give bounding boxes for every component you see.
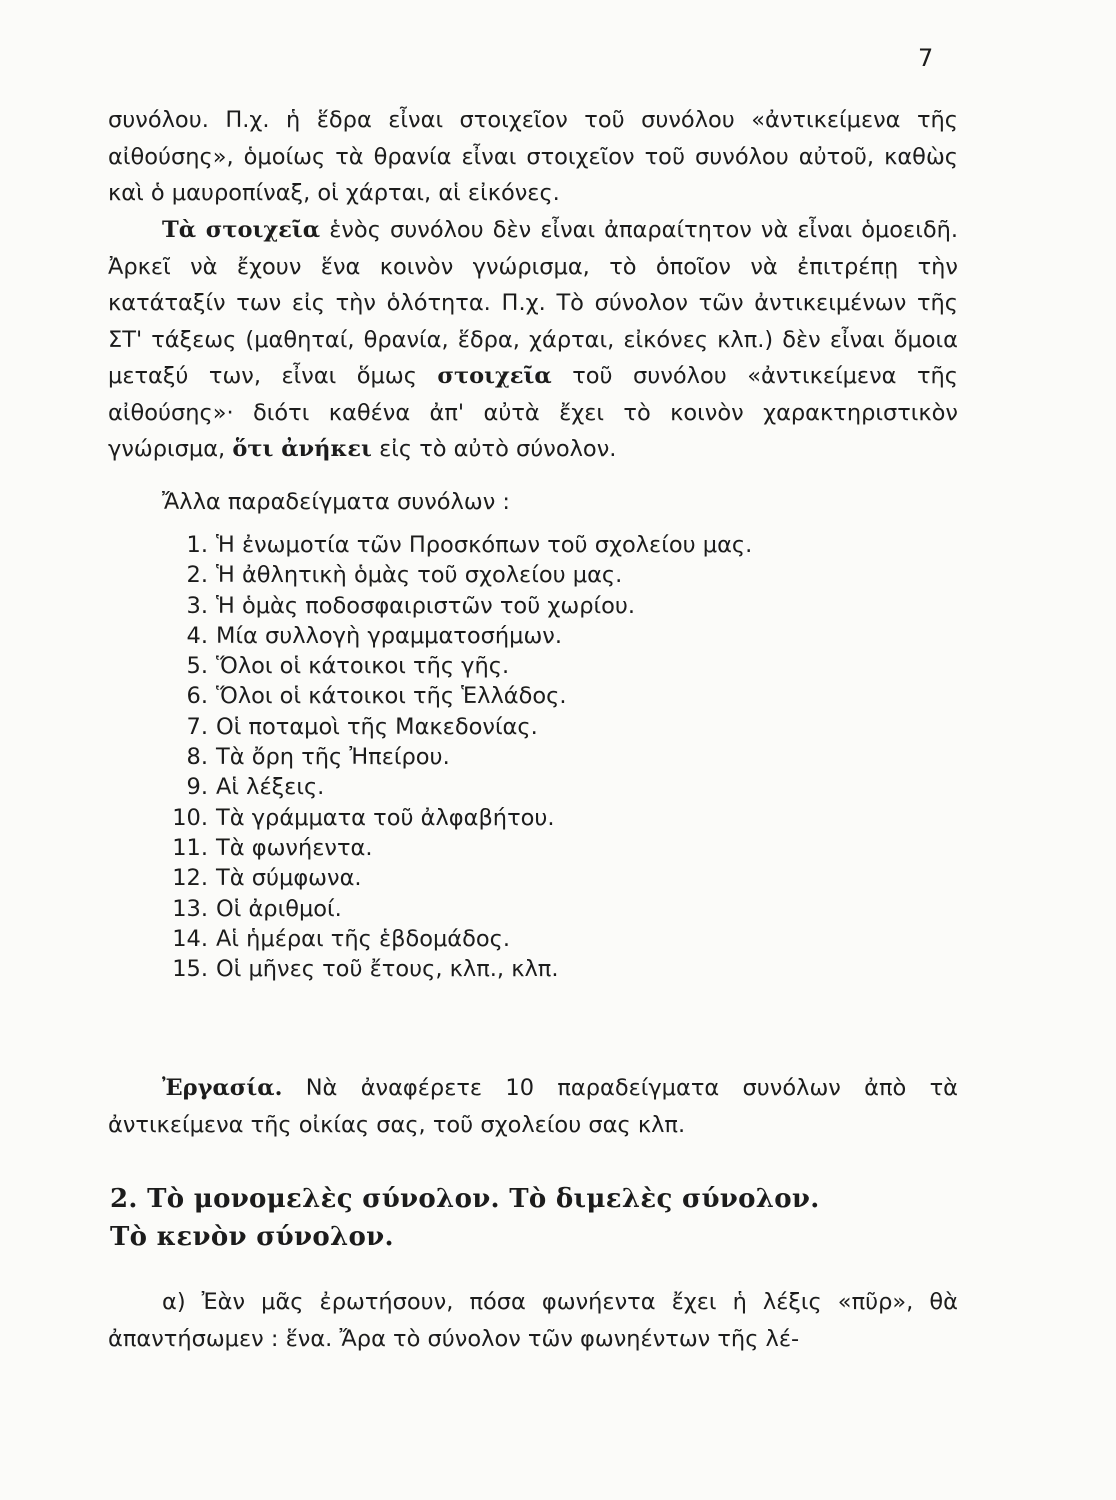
list-item-number: 8.	[186, 744, 208, 771]
list-item	[150, 772, 752, 802]
list-item-text: Τὰ ὄρη τῆς Ἠπείρου.	[216, 744, 450, 771]
list-item-number: 15.	[172, 956, 208, 983]
list-item	[150, 591, 752, 621]
list-item-text: Ἡ ὁμὰς ποδοσφαιριστῶν τοῦ χωρίου.	[216, 592, 636, 619]
list-item	[150, 894, 752, 924]
list-item-number: 12.	[172, 865, 208, 892]
list-item	[150, 833, 752, 863]
list-item-number: 14.	[172, 925, 208, 952]
list-item-number: 6.	[186, 683, 208, 710]
list-item	[150, 803, 752, 833]
paragraph-text: ἑνὸς συνόλου δὲν εἶναι ἀπαραίτητον νὰ εἶναι ὁμοειδῆ. Ἀρκεῖ νὰ ἔχουν ἕνα κοινὸν γνώρισμα, τὸ ὁποῖον νὰ ἐπιτρέπῃ τὴν κατάταξίν των εἰς τὴν ὁλότητα. Π.χ. Τὸ σύνολον τῶν ἀντικειμένων τῆς ΣΤ' τάξεως (μαθηταί, θρανία, ἕδρα, χάρται, εἰκόνες κλπ.) δὲν εἶναι ὅμοια μεταξύ των, εἶναι ὅμως	[108, 217, 959, 389]
list-item	[150, 954, 752, 984]
list-item-text: Μία συλλογὴ γραμματοσήμων.	[216, 622, 563, 649]
list-item-number: 3.	[186, 592, 208, 619]
list-item-number: 7.	[186, 713, 208, 740]
paragraph-alpha: α) Ἐὰν μᾶς ἐρωτήσουν, πόσα φωνήεντα ἔχει ἡ λέξις «πῦρ», θὰ ἀπαντήσωμεν : ἕνα. Ἄρα τὸ σύνολον τῶν φωνηέντων τῆς λέ-	[108, 1289, 958, 1352]
list-item-number: 10.	[172, 804, 208, 831]
paragraph-elements	[108, 212, 958, 468]
bold-term-elements-inline: στοιχεῖα	[437, 363, 552, 389]
exercise-paragraph	[108, 1070, 958, 1143]
list-item-text: Ἡ ἀθλητικὴ ὁμὰς τοῦ σχολείου μας.	[216, 562, 623, 589]
list-item	[150, 651, 752, 681]
paragraph-text: εἰς τὸ αὐτὸ σύνολον.	[371, 436, 617, 462]
list-item	[150, 712, 752, 742]
page-number: 7	[918, 44, 934, 72]
list-item-number: 9.	[186, 774, 208, 801]
bold-term-belongs: ὅτι ἀνήκει	[232, 436, 372, 462]
bold-term-elements: Τὰ στοιχεῖα	[162, 217, 321, 243]
list-item-text: Τὰ γράμματα τοῦ ἀλφαβήτου.	[216, 804, 555, 831]
section-heading-line-2: Τὸ κενὸν σύνολον.	[110, 1222, 394, 1252]
list-item-text: Οἱ μῆνες τοῦ ἔτους, κλπ., κλπ.	[216, 956, 559, 983]
paragraph-continuation: συνόλου. Π.χ. ἡ ἕδρα εἶναι στοιχεῖον τοῦ συνόλου «ἀντικείμενα τῆς αἰθούσης», ὁμοίως τὰ θρανία εἶναι στοιχεῖον τοῦ συνόλου αὐτοῦ, καθὼς καὶ ὁ μαυροπίναξ, οἱ χάρται, αἱ εἰκόνες.	[108, 107, 958, 206]
list-item-text: Τὰ φωνήεντα.	[216, 834, 373, 861]
list-item	[150, 681, 752, 711]
list-item-text: Οἱ ποταμοὶ τῆς Μακεδονίας.	[216, 713, 538, 740]
list-item	[150, 621, 752, 651]
list-item-text: Αἱ λέξεις.	[216, 774, 325, 801]
list-item	[150, 924, 752, 954]
list-item-number: 13.	[172, 895, 208, 922]
list-item-text: Ἡ ἐνωμοτία τῶν Προσκόπων τοῦ σχολείου μας.	[216, 532, 753, 558]
section-heading-line-1: 2. Τὸ μονομελὲς σύνολον. Τὸ διμελὲς σύνολον.	[110, 1184, 820, 1214]
list-item-text: Τὰ σύμφωνα.	[216, 865, 362, 892]
list-item	[150, 742, 752, 772]
list-item-number: 1.	[186, 532, 208, 558]
list-item-number: 5.	[186, 653, 208, 680]
examples-intro: Ἄλλα παραδείγματα συνόλων :	[162, 489, 511, 515]
exercise-text: Νὰ ἀναφέρετε 10 παραδείγματα συνόλων ἀπὸ τὰ ἀντικείμενα τῆς οἰκίας σας, τοῦ σχολείου σας κλπ.	[108, 1075, 958, 1138]
list-item-number: 2.	[186, 562, 208, 589]
list-item	[150, 560, 752, 590]
examples-list	[150, 530, 752, 984]
list-item	[150, 863, 752, 893]
exercise-label: Ἐργασία.	[162, 1075, 283, 1101]
list-item-text: Ὅλοι οἱ κάτοικοι τῆς γῆς.	[216, 653, 510, 680]
list-item-text: Ὅλοι οἱ κάτοικοι τῆς Ἑλλάδος.	[216, 683, 567, 710]
list-item-number: 4.	[186, 622, 208, 649]
list-item-number: 11.	[172, 834, 208, 861]
paragraph-text: τοῦ συνόλου «ἀντικείμενα τῆς αἰθούσης»· διότι καθένα ἀπ' αὐτὰ ἔχει τὸ κοινὸν χαρακτηριστικὸν γνώρισμα,	[108, 363, 958, 462]
list-item-text: Αἱ ἡμέραι τῆς ἑβδομάδος.	[216, 925, 511, 952]
section-heading	[110, 1180, 820, 1256]
list-item	[150, 530, 752, 560]
list-item-text: Οἱ ἀριθμοί.	[216, 895, 342, 922]
